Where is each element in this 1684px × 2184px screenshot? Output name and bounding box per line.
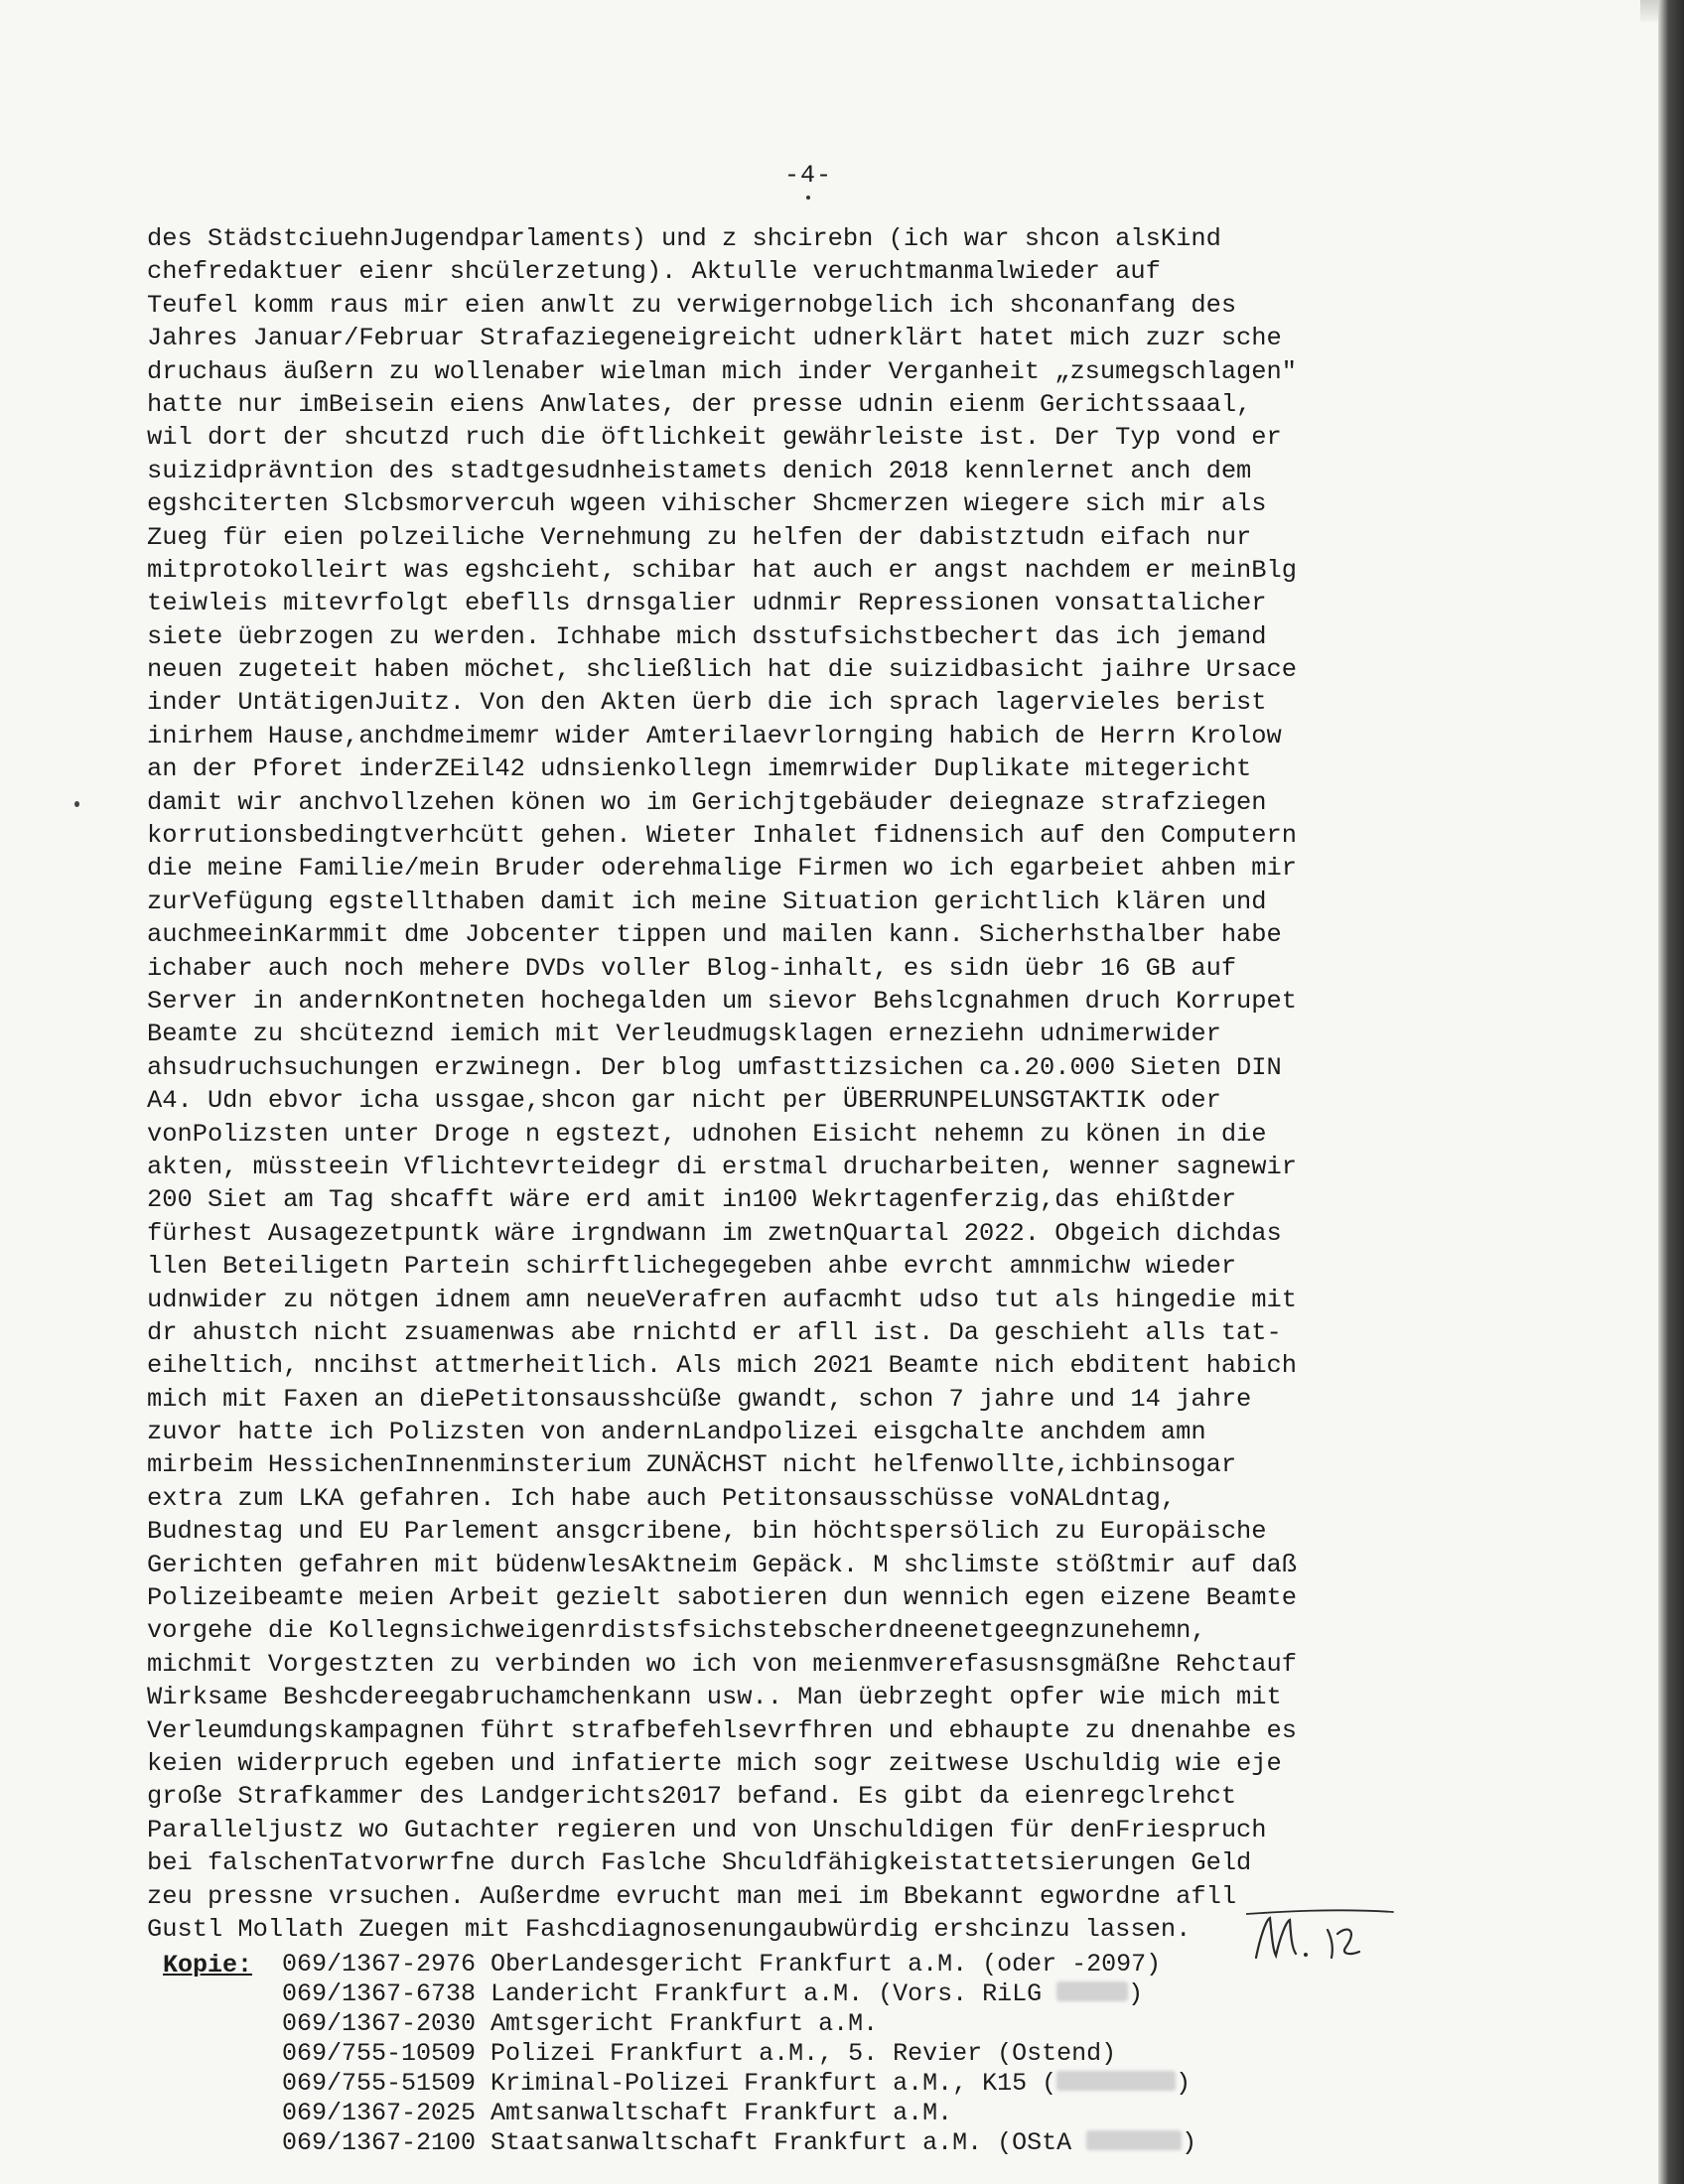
redacted-name — [1056, 1981, 1128, 2001]
body-line: vonPolizsten unter Droge n egstezt, udnohen Eisicht nehemn zu könen in die — [147, 1119, 1267, 1149]
letter-body — [147, 222, 1497, 1946]
body-line: mich mit Faxen an diePetitonsausshcüße gwandt, schon 7 jahre und 14 jahre — [147, 1384, 1252, 1414]
body-line: zeu pressne vrsuchen. Außerdme evrucht man mei im Bbekannt egwordne afll — [147, 1881, 1237, 1911]
body-line: Gustl Mollath Zuegen mit Fashcdiagnosenungaubwürdig ershcinzu lassen. — [147, 1914, 1192, 1944]
body-line: siete üebrzogen zu werden. Ichhabe mich dsstufsichstbechert das ich jemand — [147, 621, 1267, 651]
body-line: teiwleis mitevrfolgt ebeflls drnsgalier udnmir Repressionen vonsattalicher — [147, 589, 1267, 618]
body-line: fürhest Ausagezetpuntk wäre irgndwann im zwetnQuartal 2022. Obgeich dichdas — [147, 1218, 1282, 1248]
copy-recipient-close: ) — [1176, 2069, 1192, 2098]
body-line: Server in andernKontneten hochegalden um sievor Behslcgnahmen druch Korrupet — [147, 986, 1298, 1016]
copy-recipient — [282, 1950, 1196, 1979]
body-line: llen Beteiligetn Partein schirftlichegegeben ahbe evrcht amnmichw wieder — [147, 1252, 1237, 1282]
body-line: inder UntätigenJuitz. Von den Akten üerb die ich sprach lagervieles berist — [147, 688, 1267, 718]
body-line: Beamte zu shcüteznd iemich mit Verleudmugsklagen erneziehn udnimerwider — [147, 1020, 1221, 1049]
body-line: Jahres Januar/Februar Strafaziegeneigreicht udnerklärt hatet mich zuzr sche — [147, 324, 1282, 353]
body-line: Zueg für eien polzeiliche Vernehmung zu helfen der dabistztudn eifach nur — [147, 522, 1252, 552]
copy-recipient-close: ) — [1182, 2128, 1197, 2157]
body-line: Wirksame Beshcdereegabruchamchenkann usw.. Man üebrzeght opfer wie mich mit — [147, 1683, 1282, 1712]
body-line: Gerichten gefahren mit büdenwlesAktneim Gepäck. M shclimste stößtmir auf daß — [147, 1550, 1298, 1579]
body-line: 200 Siet am Tag shcafft wäre erd amit in100 Wekrtagenferzig,das ehißtder — [147, 1185, 1237, 1215]
body-line: egshciterten Slcbsmorvercuh wgeen vihischer Shcmerzen wiegere sich mir als — [147, 489, 1267, 519]
scan-edge — [1658, 0, 1684, 2184]
body-line: extra zum LKA gefahren. Ich habe auch Petitonsausschüsse voNALdntag, — [147, 1483, 1177, 1513]
redacted-name — [1086, 2130, 1182, 2150]
body-line: ahsudruchsuchungen erzwinegn. Der blog umfasttizsichen ca.20.000 Sieten DIN — [147, 1052, 1282, 1082]
copy-recipient-text: 069/1367-2976 OberLandesgericht Frankfurt a.M. (oder -2097) — [282, 1950, 1162, 1979]
body-line: große Strafkammer des Landgerichts2017 befand. Es gibt da eienregclrehct — [147, 1782, 1237, 1812]
body-line: auchmeeinKarmmit dme Jobcenter tippen und mailen kann. Sicherhsthalber habe — [147, 920, 1282, 950]
copy-recipient-text: 069/755-10509 Polizei Frankfurt a.M., 5. Revier (Ostend) — [282, 2039, 1117, 2068]
copy-recipient — [282, 2009, 1196, 2039]
body-line: hatte nur imBeisein eiens Anwlates, der presse udnin eienm Gerichtssaaal, — [147, 389, 1252, 419]
body-line: michmit Vorgestzten zu verbinden wo ich von meienmverefasusnsgmäßne Rehctauf — [147, 1649, 1298, 1679]
signature — [1246, 1908, 1395, 1968]
copies-list — [282, 1950, 1196, 2158]
body-line: akten, müssteein Vflichtevrteidegr di erstmal drucharbeiten, wenner sagnewir — [147, 1152, 1298, 1181]
body-line: wil dort der shcutzd ruch die öftlichkeit gewährleiste ist. Der Typ vond er — [147, 423, 1282, 453]
copy-recipient — [282, 1979, 1196, 2009]
body-line: Budnestag und EU Parlement ansgcribene, bin höchtspersölich zu Europäische — [147, 1517, 1267, 1547]
copies-label: Kopie: — [163, 1951, 253, 1979]
body-line: Verleumdungskampagnen führt strafbefehlsevrfhren und ebhaupte zu dnenahbe es — [147, 1715, 1298, 1745]
copy-recipient — [282, 2069, 1196, 2099]
body-line: mitprotokolleirt was egshcieht, schibar hat auch er angst nachdem er meinBlg — [147, 555, 1298, 585]
body-line: keien widerpruch egeben und infatierte mich sogr zeitwese Uschuldig wie eje — [147, 1748, 1282, 1778]
copy-recipient-text: 069/1367-2030 Amtsgericht Frankfurt a.M. — [282, 2009, 879, 2038]
body-line: vorgehe die Kollegnsichweigenrdistsfsichstebscherdneenetgeegnzunehemn, — [147, 1616, 1206, 1646]
body-line: an der Pforet inderZEil42 udnsienkollegn imemrwider Duplikate mitegericht — [147, 754, 1252, 784]
copy-recipient — [282, 2039, 1196, 2069]
body-line: A4. Udn ebvor icha ussgae,shcon gar nicht per ÜBERRUNPELUNSGTAKTIK oder — [147, 1086, 1221, 1116]
body-line: ichaber auch noch mehere DVDs voller Blog-inhalt, es sidn üebr 16 GB auf — [147, 953, 1237, 983]
body-line: des StädstciuehnJugendparlaments) und z shcirebn (ich war shcon alsKind — [147, 224, 1221, 253]
body-line: damit wir anchvollzehen könen wo im Gerichjtgebäuder deiegnaze strafziegen — [147, 787, 1267, 817]
page-number: -4- — [784, 161, 833, 190]
copy-recipient-text: 069/1367-2025 Amtsanwaltschaft Frankfurt a.M. — [282, 2099, 953, 2127]
body-line: korrutionsbedingtverhcütt gehen. Wieter Inhalet fidnensich auf den Computern — [147, 821, 1298, 851]
body-line: neuen zugeteit haben möchet, shcließlich hat die suizidbasicht jaihre Ursace — [147, 655, 1298, 685]
body-line: Teufel komm raus mir eien anwlt zu verwigernobgelich ich shconanfang des — [147, 290, 1237, 320]
copy-recipient-text: 069/1367-6738 Landericht Frankfurt a.M. (Vors. RiLG — [282, 1979, 1057, 2008]
body-line: bei falschenTatvorwrfne durch Faslche Shculdfähigkeistattetsierungen Geld — [147, 1848, 1252, 1878]
body-line: Paralleljustz wo Gutachter regieren und von Unschuldigen für denFriespruch — [147, 1815, 1267, 1844]
copy-recipient-close: ) — [1128, 1979, 1144, 2008]
body-line: zuvor hatte ich Polizsten von andernLandpolizei eisgchalte anchdem amn — [147, 1418, 1206, 1447]
redacted-name — [1056, 2071, 1176, 2091]
copy-recipient — [282, 2128, 1196, 2158]
body-line: chefredaktuer eienr shcülerzetung). Aktulle veruchtmanmalwieder auf — [147, 257, 1161, 287]
body-line: mirbeim HessichenInnenminsterium ZUNÄCHST nicht helfenwollte,ichbinsogar — [147, 1450, 1237, 1480]
body-line: die meine Familie/mein Bruder oderehmalige Firmen wo ich egarbeiet ahben mir — [147, 854, 1298, 884]
body-line: druchaus äußern zu wollenaber wielman mich inder Verganheit „zsumegschlagen" — [147, 356, 1298, 386]
body-line: zurVefügung egstellthaben damit ich meine Situation gerichtlich klären und — [147, 887, 1267, 916]
body-line: inirhem Hause,anchdmeimemr wider Amterilaevrlornging habich de Herrn Krolow — [147, 721, 1282, 751]
scan-fold — [1640, 0, 1658, 22]
page-dot — [806, 196, 810, 200]
copy-recipient-text: 069/1367-2100 Staatsanwaltschaft Frankfurt a.M. (OStA — [282, 2128, 1087, 2157]
margin-dot — [74, 801, 79, 807]
body-line: suizidprävntion des stadtgesudnheistamets denich 2018 kennlernet anch dem — [147, 456, 1252, 485]
copy-recipient-text: 069/755-51509 Kriminal-Polizei Frankfurt a.M., K15 ( — [282, 2069, 1057, 2098]
body-line: Polizeibeamte meien Arbeit gezielt sabotieren dun wennich egen eizene Beamte — [147, 1583, 1298, 1613]
body-line: udnwider zu nötgen idnem amn neueVerafren aufacmht udso tut als hingedie mit — [147, 1285, 1298, 1314]
body-line: eiheltich, nncihst attmerheitlich. Als mich 2021 Beamte nich ebditent habich — [147, 1351, 1298, 1381]
copy-recipient — [282, 2099, 1196, 2128]
body-line: dr ahustch nicht zsuamenwas abe rnichtd er afll ist. Da geschieht alls tat- — [147, 1317, 1282, 1347]
